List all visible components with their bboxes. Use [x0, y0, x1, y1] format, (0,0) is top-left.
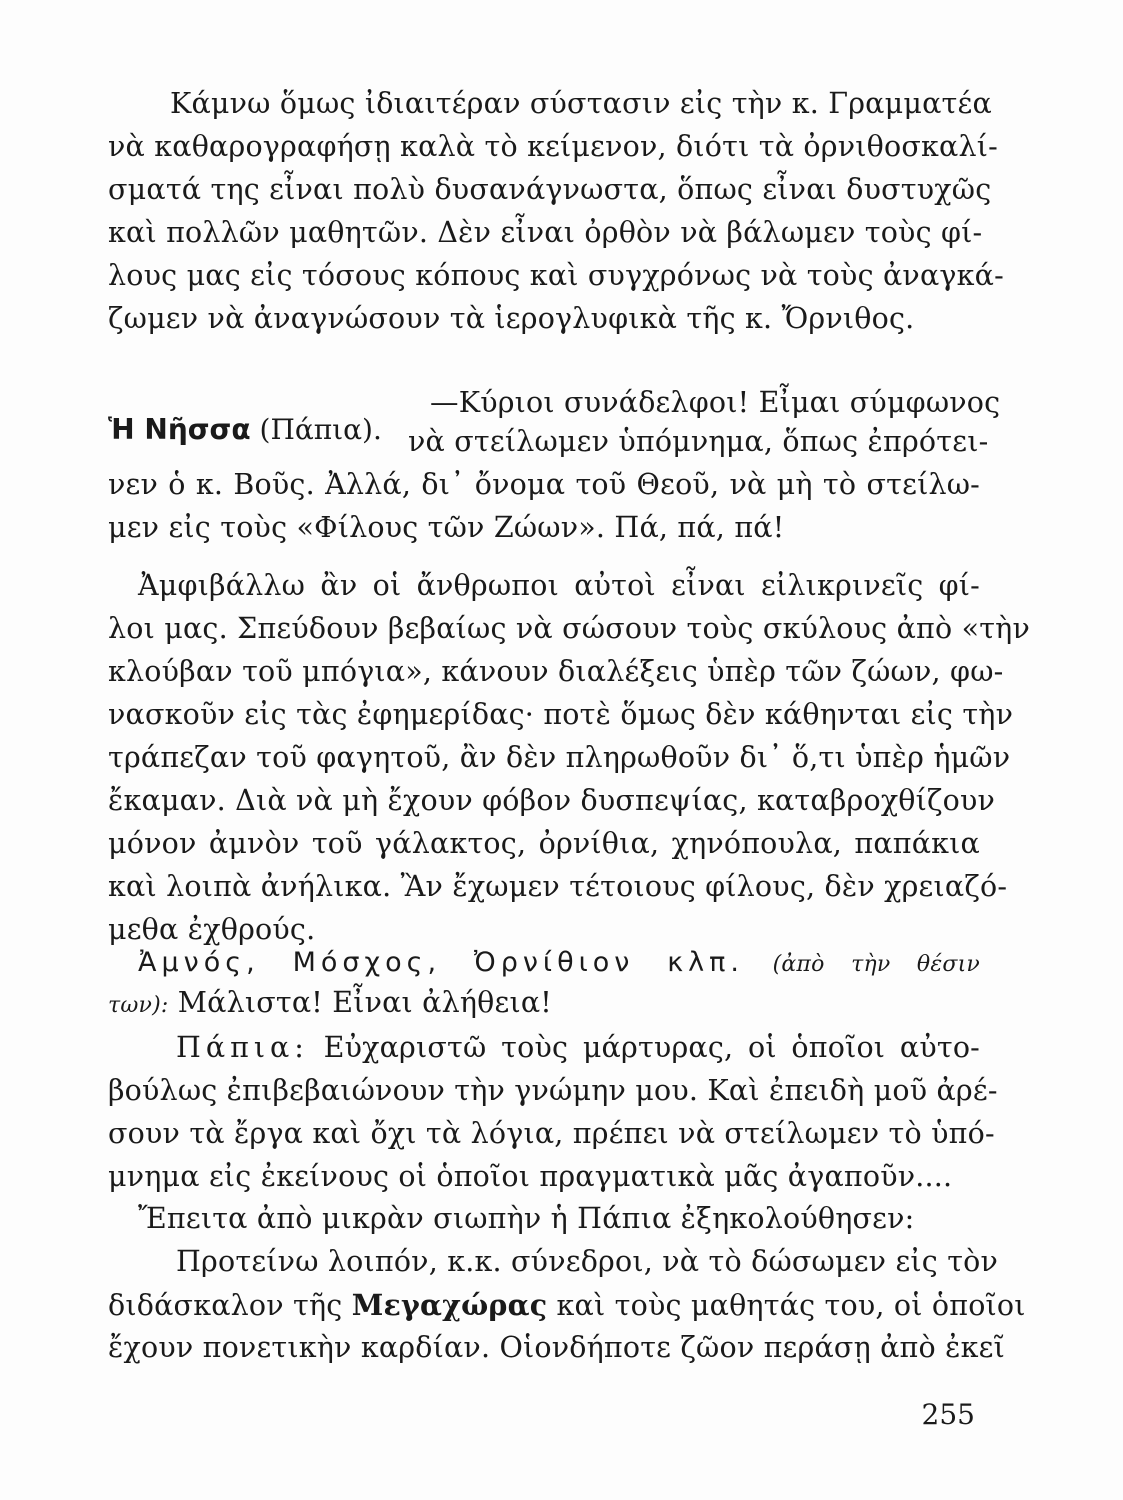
- text-line: νεν ὁ κ. Βοῦς. Ἀλλά, δι᾽ ὄνομα τοῦ Θεοῦ, νὰ μὴ τὸ στείλω-: [108, 468, 980, 501]
- chorus-reply: Μάλιστα! Εἶναι ἀλήθεια!: [177, 986, 552, 1019]
- text-line: μνημα εἰς ἐκείνους οἱ ὁποῖοι πραγματικὰ μᾶς ἀγαποῦν....: [108, 1160, 953, 1193]
- text-line: Προτείνω λοιπόν, κ.κ. σύνεδροι, νὰ τὸ δώσωμεν εἰς τὸν: [176, 1245, 999, 1278]
- text-line: [108, 986, 980, 1020]
- text-line: νὰ στείλωμεν ὑπόμνημα, ὅπως ἐπρότει-: [408, 425, 989, 458]
- speaker-note: (Πάπια).: [259, 413, 382, 446]
- page-number: 255: [921, 1398, 975, 1431]
- text-line: Κάμνω ὅμως ἰδιαιτέραν σύστασιν εἰς τὴν κ. Γραμματέα: [170, 87, 992, 120]
- chorus-speakers: Ἀμνός, Μόσχος, Ὀρνίθιον κλπ.: [138, 947, 744, 978]
- place-name: Μεγαχώρας: [351, 1288, 548, 1322]
- proposal-text: καὶ τοὺς μαθητάς του, οἱ ὁποῖοι: [556, 1289, 1026, 1322]
- text-line: καὶ πολλῶν μαθητῶν. Δὲν εἶναι ὀρθὸν νὰ βάλωμεν τοὺς φί-: [108, 216, 983, 249]
- text-line: [108, 1031, 980, 1065]
- proposal-text: διδάσκαλον τῆς: [108, 1289, 343, 1322]
- text-line: [108, 1288, 1026, 1322]
- text-line: μεν εἰς τοὺς «Φίλους τῶν Ζώων». Πά, πά, πά!: [108, 511, 785, 544]
- text-line: ἔχουν πονετικὴν καρδίαν. Οἱονδήποτε ζῶον περάσῃ ἀπὸ ἐκεῖ: [108, 1331, 1005, 1364]
- text-line: Ἔπειτα ἀπὸ μικρὰν σιωπὴν ἡ Πάπια ἐξηκολούθησεν:: [138, 1202, 915, 1235]
- text-line: [108, 945, 980, 979]
- text-line: λοι μας. Σπεύδουν βεβαίως νὰ σώσουν τοὺς σκύλους ἀπὸ «τὴν: [108, 612, 1030, 645]
- text-line: ζωμεν νὰ ἀναγνώσουν τὰ ἱερογλυφικὰ τῆς κ. Ὄρνιθος.: [108, 302, 915, 335]
- text-line: νασκοῦν εἰς τὰς ἐφημερίδας· ποτὲ ὅμως δὲν κάθηνται εἰς τὴν: [108, 698, 1014, 731]
- stage-direction-end: των):: [108, 993, 169, 1018]
- text-line: βούλως ἐπιβεβαιώνουν τὴν γνώμην μου. Καὶ ἐπειδὴ μοῦ ἀρέ-: [108, 1074, 998, 1107]
- text-line: λους μας εἰς τόσους κόπους καὶ συγχρόνως νὰ τοὺς ἀναγκά-: [108, 259, 1004, 292]
- speaker-name: Ἡ Νῆσσα: [108, 413, 251, 446]
- text-line: κλούβαν τοῦ μπόγια», κάνουν διαλέξεις ὑπὲρ τῶν ζώων, φω-: [108, 655, 1004, 688]
- text-line: ἔκαμαν. Διὰ νὰ μὴ ἔχουν φόβον δυσπεψίας, καταβροχθίζουν: [108, 784, 996, 817]
- speaker-heading-nissa: [108, 405, 382, 455]
- text-line: Ἀμφιβάλλω ἂν οἱ ἄνθρωποι αὐτοὶ εἶναι εἰλικρινεῖς φί-: [138, 569, 980, 602]
- text-line: σουν τὰ ἔργα καὶ ὄχι τὰ λόγια, πρέπει νὰ στείλωμεν τὸ ὑπό-: [108, 1117, 995, 1150]
- stage-direction: (ἀπὸ τὴν θέσιν: [772, 952, 980, 977]
- text-line: —Κύριοι συνάδελφοι! Εἶμαι σύμφωνος: [430, 386, 1001, 419]
- text-line: μόνον ἀμνὸν τοῦ γάλακτος, ὀρνίθια, χηνόπουλα, παπάκια: [108, 827, 980, 860]
- reply-text: Εὐχαριστῶ τοὺς μάρτυρας, οἱ ὁποῖοι αὐτο-: [323, 1031, 981, 1064]
- text-line: μεθα ἐχθρούς.: [108, 913, 316, 946]
- speaker-papia: Πάπια:: [176, 1031, 309, 1064]
- text-line: καὶ λοιπὰ ἀνήλικα. Ἂν ἔχωμεν τέτοιους φίλους, δὲν χρειαζό-: [108, 870, 1008, 903]
- text-line: τράπεζαν τοῦ φαγητοῦ, ἂν δὲν πληρωθοῦν δι᾽ ὅ,τι ὑπὲρ ἡμῶν: [108, 741, 1011, 774]
- text-line: νὰ καθαρογραφήσῃ καλὰ τὸ κείμενον, διότι τὰ ὀρνιθοσκαλί-: [108, 130, 998, 163]
- text-line: σματά της εἶναι πολὺ δυσανάγνωστα, ὅπως εἶναι δυστυχῶς: [108, 173, 992, 206]
